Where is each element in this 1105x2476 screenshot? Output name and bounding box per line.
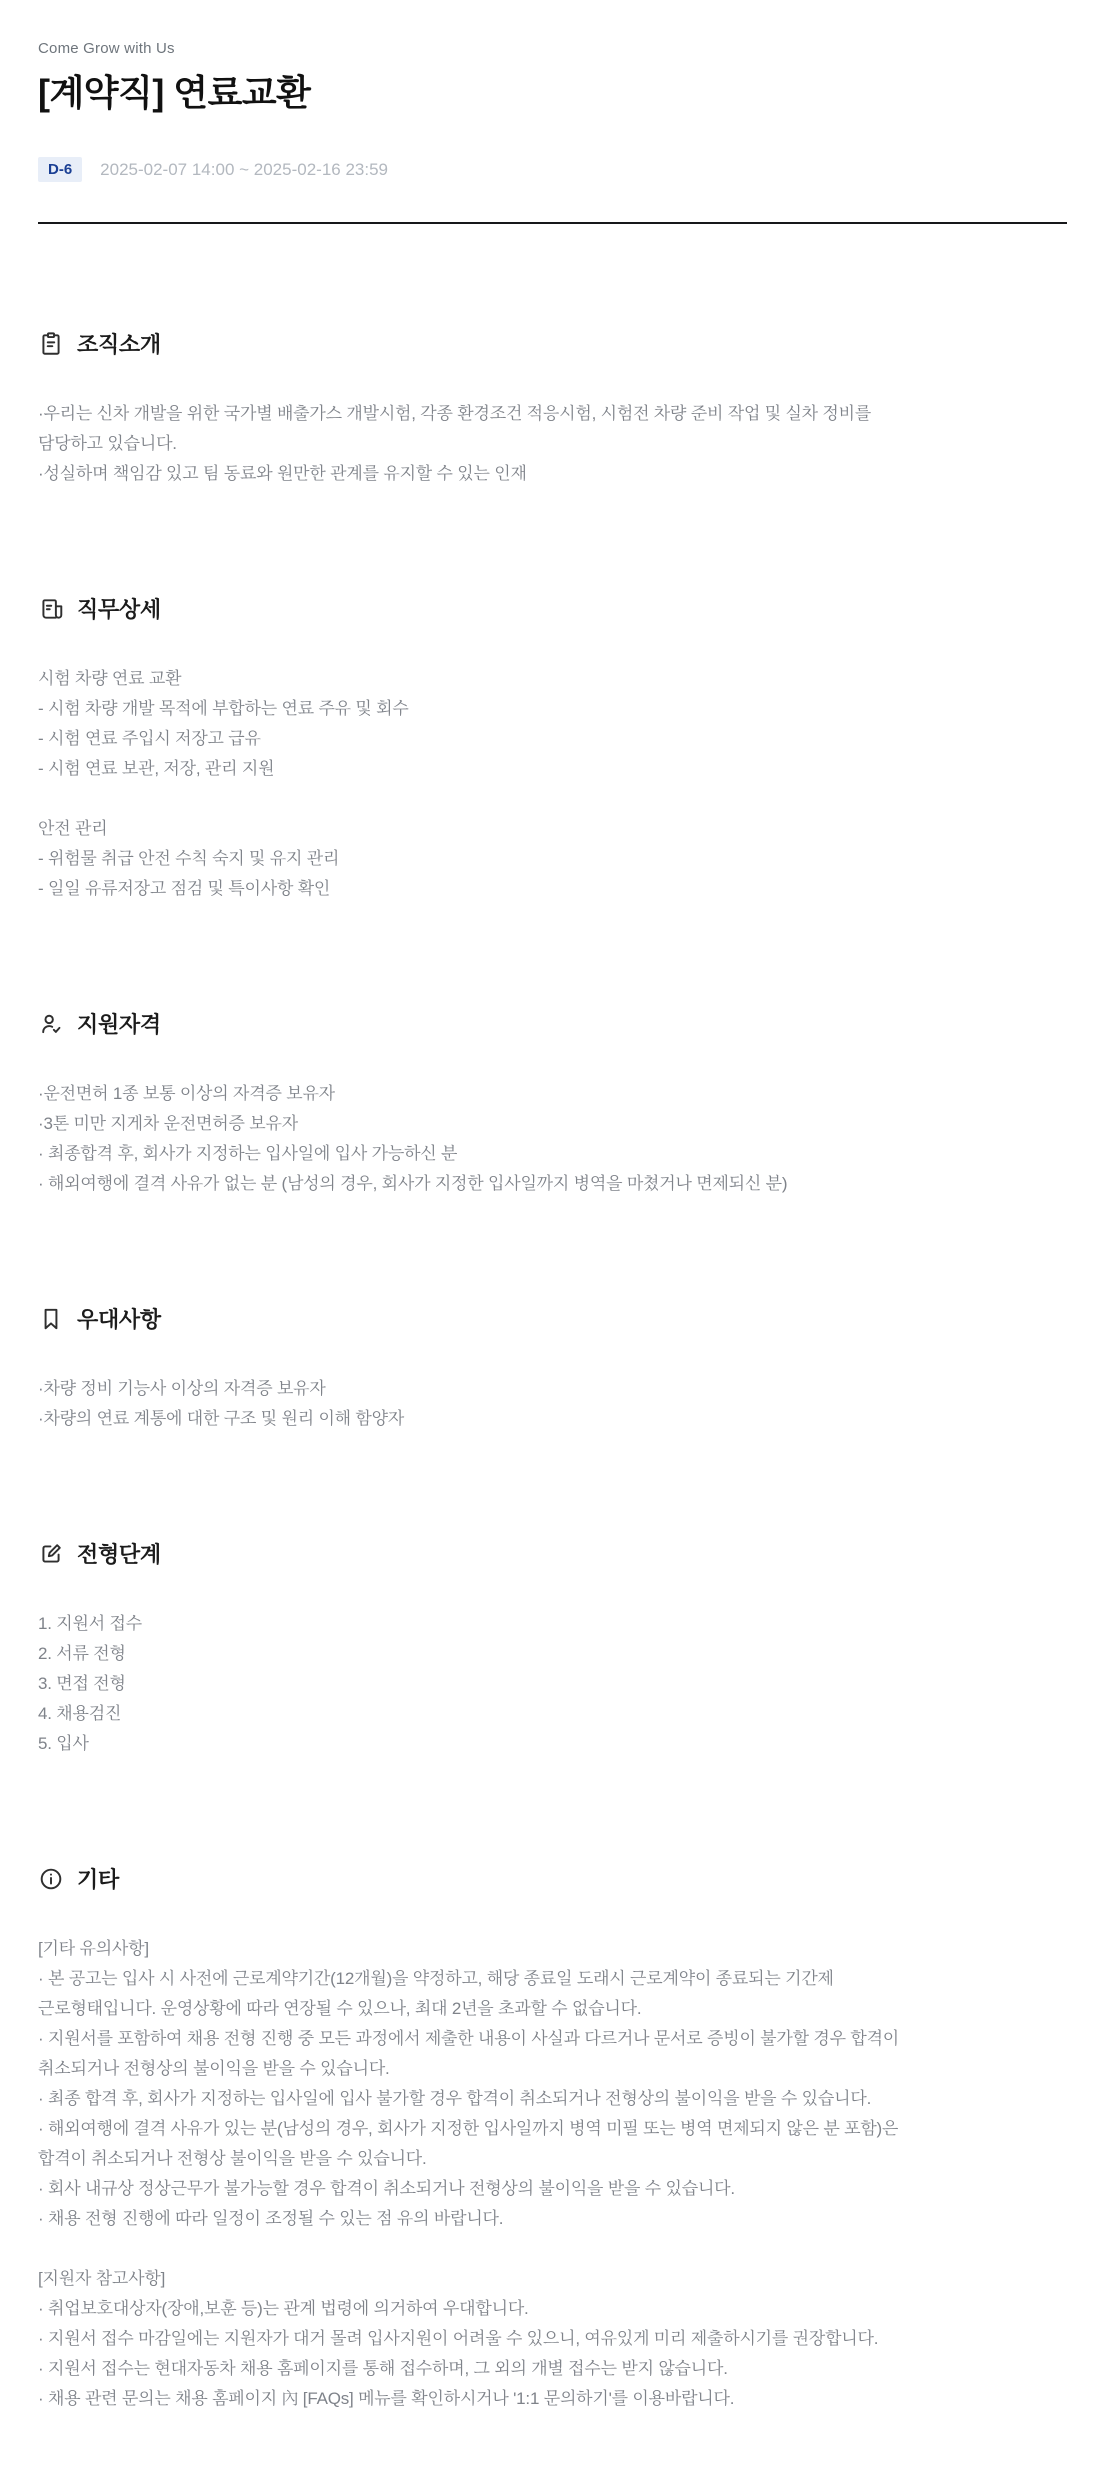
body-line: · 회사 내규상 정상근무가 불가능할 경우 합격이 취소되거나 전형상의 불이익을 받을 수 있습니다. [38, 2179, 735, 2198]
section-qualifications [38, 1008, 1067, 1199]
body-line: 3. 면접 전형 [38, 1674, 126, 1693]
body-line: 근로형태입니다. 운영상황에 따라 연장될 수 있으나, 최대 2년을 초과할 수 없습니다. [38, 1999, 642, 2018]
body-line: ·3톤 미만 지게차 운전면허증 보유자 [38, 1114, 298, 1133]
body-line: · 지원서 접수 마감일에는 지원자가 대거 몰려 입사지원이 어려울 수 있으니, 여유있게 미리 제출하시기를 권장합니다. [38, 2329, 879, 2348]
body-line: 안전 관리 [38, 819, 108, 838]
section-body [38, 1079, 1067, 1199]
edit-icon [38, 1541, 64, 1567]
section-body [38, 664, 1067, 904]
sections-container [38, 328, 1067, 2414]
body-line: · 채용 관련 문의는 채용 홈페이지 內 [FAQs] 메뉴를 확인하시거나 '1:1 문의하기'를 이용바랍니다. [38, 2389, 735, 2408]
section-title: 직무상세 [77, 597, 161, 622]
body-line: - 시험 연료 주입시 저장고 급유 [38, 729, 261, 748]
dday-badge: D-6 [38, 157, 82, 182]
section-title: 지원자격 [77, 1012, 161, 1037]
clipboard-icon [38, 331, 64, 357]
section-preferred [38, 1303, 1067, 1434]
info-icon [38, 1866, 64, 1892]
body-line-blank [38, 784, 1067, 814]
bookmark-icon [38, 1306, 64, 1332]
date-range: 2025-02-07 14:00 ~ 2025-02-16 23:59 [100, 159, 388, 179]
body-line: · 최종합격 후, 회사가 지정하는 입사일에 입사 가능하신 분 [38, 1144, 458, 1163]
body-line: - 시험 차량 개발 목적에 부합하는 연료 주유 및 회수 [38, 699, 409, 718]
body-line: ·우리는 신차 개발을 위한 국가별 배출가스 개발시험, 각종 환경조건 적응시험, 시험전 차량 준비 작업 및 실차 정비를 [38, 404, 872, 423]
body-line: ·운전면허 1종 보통 이상의 자격증 보유자 [38, 1084, 335, 1103]
section-body [38, 1934, 1067, 2414]
section-body [38, 1374, 1067, 1434]
body-line: ·차량 정비 기능사 이상의 자격증 보유자 [38, 1379, 326, 1398]
section-head [38, 593, 1067, 624]
body-line: 시험 차량 연료 교환 [38, 669, 182, 688]
body-line: · 최종 합격 후, 회사가 지정하는 입사일에 입사 불가할 경우 합격이 취소되거나 전형상의 불이익을 받을 수 있습니다. [38, 2089, 872, 2108]
section-org-intro [38, 328, 1067, 489]
body-line: · 지원서 접수는 현대자동차 채용 홈페이지를 통해 접수하며, 그 외의 개별 접수는 받지 않습니다. [38, 2359, 728, 2378]
body-line: - 시험 연료 보관, 저장, 관리 지원 [38, 759, 275, 778]
body-line: 4. 채용검진 [38, 1704, 122, 1723]
body-line: [기타 유의사항] [38, 1939, 149, 1958]
body-line: 5. 입사 [38, 1734, 89, 1753]
body-line: 2. 서류 전형 [38, 1644, 126, 1663]
body-line: 1. 지원서 접수 [38, 1614, 142, 1633]
section-body [38, 1609, 1067, 1759]
body-line-blank [38, 2234, 1067, 2264]
section-body [38, 399, 1067, 489]
section-head [38, 328, 1067, 359]
body-line: · 취업보호대상자(장애,보훈 등)는 관계 법령에 의거하여 우대합니다. [38, 2299, 529, 2318]
body-line: · 채용 전형 진행에 따라 일정이 조정될 수 있는 점 유의 바랍니다. [38, 2209, 504, 2228]
body-line: 담당하고 있습니다. [38, 434, 177, 453]
body-line: - 일일 유류저장고 점검 및 특이사항 확인 [38, 879, 331, 898]
body-line: · 해외여행에 결격 사유가 없는 분 (남성의 경우, 회사가 지정한 입사일까지 병역을 마쳤거나 면제되신 분) [38, 1174, 788, 1193]
body-line: [지원자 참고사항] [38, 2269, 166, 2288]
eyebrow-text: Come Grow with Us [38, 40, 175, 57]
body-line: ·성실하며 책임감 있고 팀 동료와 원만한 관계를 유지할 수 있는 인재 [38, 464, 527, 483]
body-line: ·차량의 연료 계통에 대한 구조 및 원리 이해 함양자 [38, 1409, 405, 1428]
section-head [38, 1538, 1067, 1569]
body-line: · 본 공고는 입사 시 사전에 근로계약기간(12개월)을 약정하고, 해당 종료일 도래시 근로계약이 종료되는 기간제 [38, 1969, 834, 1988]
section-title: 기타 [77, 1867, 119, 1892]
body-line: · 해외여행에 결격 사유가 있는 분(남성의 경우, 회사가 지정한 입사일까지 병역 미필 또는 병역 면제되지 않은 분 포함)은 [38, 2119, 899, 2138]
body-line: - 위험물 취급 안전 수칙 숙지 및 유지 관리 [38, 849, 340, 868]
body-line: 취소되거나 전형상의 불이익을 받을 수 있습니다. [38, 2059, 390, 2078]
section-head [38, 1303, 1067, 1334]
section-head [38, 1008, 1067, 1039]
newspaper-icon [38, 596, 64, 622]
page-title: [계약직] 연료교환 [38, 72, 311, 113]
posting-meta [38, 157, 1067, 182]
section-title: 전형단계 [77, 1542, 161, 1567]
section-title: 조직소개 [77, 332, 161, 357]
body-line: · 지원서를 포함하여 채용 전형 진행 중 모든 과정에서 제출한 내용이 사실과 다르거나 문서로 증빙이 불가할 경우 합격이 [38, 2029, 900, 2048]
section-head [38, 1863, 1067, 1894]
section-job-detail [38, 593, 1067, 904]
section-process [38, 1538, 1067, 1759]
person-check-icon [38, 1011, 64, 1037]
section-title: 우대사항 [77, 1307, 161, 1332]
divider [38, 222, 1067, 224]
section-etc [38, 1863, 1067, 2414]
body-line: 합격이 취소되거나 전형상 불이익을 받을 수 있습니다. [38, 2149, 427, 2168]
